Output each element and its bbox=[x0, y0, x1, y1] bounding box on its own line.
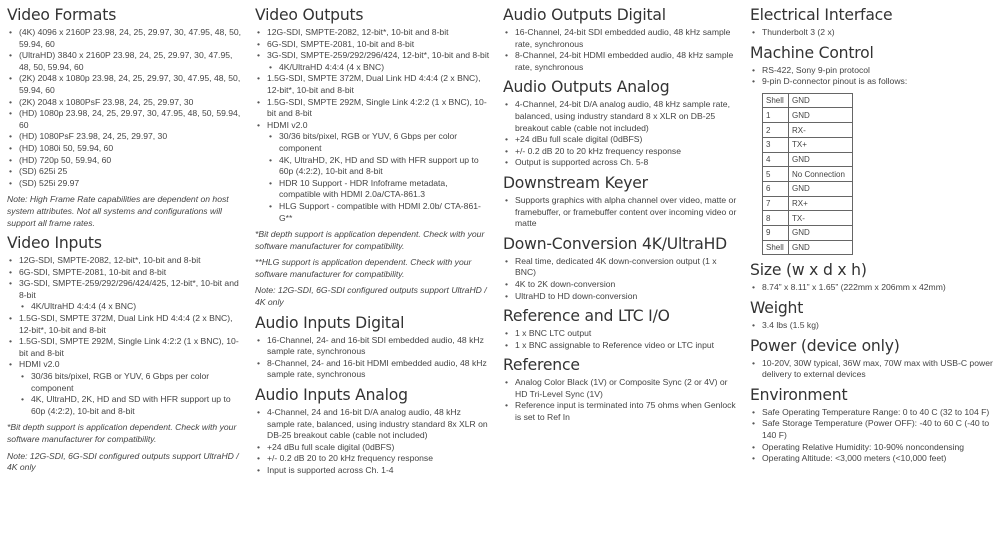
spec-list bbox=[255, 407, 491, 477]
spec-list bbox=[750, 282, 996, 294]
pinout-row bbox=[763, 123, 853, 138]
spec-item: • 12G-SDI, SMPTE-2082, 12-bit*, 10-bit and 8-bit bbox=[7, 255, 245, 267]
pin-number: 4 bbox=[763, 152, 789, 167]
spec-item: • (2K) 2048 x 1080PsF 23.98, 24, 25, 29.97, 30 bbox=[7, 97, 245, 109]
footnote: Note: 12G-SDI, 6G-SDI configured outputs support UltraHD / 4K only bbox=[255, 285, 487, 308]
spec-list bbox=[7, 27, 245, 189]
spec-sub-item: • 4K, UltraHD, 2K, HD and SD with HFR support up to 60p (4:2:2), 10-bit and 8-bit bbox=[255, 155, 491, 178]
pinout-row bbox=[763, 225, 853, 240]
section-title: Power (device only) bbox=[750, 336, 900, 355]
spec-item: • 16-Channel, 24- and 16-bit SDI embedded audio, 48 kHz sample rate, synchronous bbox=[255, 335, 491, 358]
spec-sub-item: • HLG Support - compatible with HDMI 2.0b/ CTA-861-G** bbox=[255, 201, 491, 224]
spec-item: • (SD) 525i 29.97 bbox=[7, 178, 245, 190]
spec-item: • 12G-SDI, SMPTE-2082, 12-bit*, 10-bit and 8-bit bbox=[255, 27, 491, 39]
spec-item: • 8-Channel, 24- and 16-bit HDMI embedded audio, 48 kHz sample rate, synchronous bbox=[255, 358, 491, 381]
footnote: *Bit depth support is application dependent. Check with your software manufacturer for compatibility. bbox=[255, 229, 485, 251]
spec-item: • (HD) 1080i 50, 59.94, 60 bbox=[7, 143, 245, 155]
spec-list bbox=[7, 255, 245, 417]
pin-signal: GND bbox=[789, 225, 853, 240]
section-video-inputs bbox=[7, 234, 245, 474]
spec-item: • Analog Color Black (1V) or Composite Sync (2 or 4V) or HD Tri-Level Sync (1V) bbox=[503, 377, 739, 400]
spec-item: • 1 x BNC LTC output bbox=[503, 328, 739, 340]
pin-signal: GND bbox=[789, 181, 853, 196]
section-title: Video Inputs bbox=[7, 234, 102, 253]
pin-signal: TX- bbox=[789, 211, 853, 226]
spec-item: • 4-Channel, 24 and 16-bit D/A analog audio, 48 kHz sample rate, balanced, using industry standard 8x XLR on DB-25 breakout cable (cable not included) bbox=[255, 407, 491, 442]
section-power-device-only bbox=[750, 337, 996, 381]
spec-list bbox=[503, 256, 739, 302]
section-downstream-keyer bbox=[503, 174, 739, 230]
spec-item: • Thunderbolt 3 (2 x) bbox=[750, 27, 996, 39]
section-title: Audio Inputs Digital bbox=[255, 313, 405, 332]
column-4 bbox=[750, 6, 996, 470]
pinout-row bbox=[763, 93, 853, 108]
pin-signal: RX+ bbox=[789, 196, 853, 211]
spec-item: • (HD) 1080PsF 23.98, 24, 25, 29.97, 30 bbox=[7, 131, 245, 143]
pin-number: 3 bbox=[763, 137, 789, 152]
section-title: Machine Control bbox=[750, 43, 874, 62]
spec-item: • 1.5G-SDI, SMPTE 372M, Dual Link HD 4:4:4 (2 x BNC), 12-bit*, 10-bit and 8-bit bbox=[7, 313, 245, 336]
section-title: Video Formats bbox=[7, 6, 117, 24]
spec-item: • (4K) 4096 x 2160P 23.98, 24, 25, 29.97, 30, 47.95, 48, 50, 59.94, 60 bbox=[7, 27, 245, 50]
spec-item: • 4K to 2K down-conversion bbox=[503, 279, 739, 291]
spec-item: • Operating Altitude: <3,000 meters (<10,000 feet) bbox=[750, 453, 996, 465]
spec-list bbox=[255, 335, 491, 381]
spec-sub-item: • 30/36 bits/pixel, RGB or YUV, 6 Gbps per color component bbox=[7, 371, 245, 394]
spec-item: • 16-Channel, 24-bit SDI embedded audio, 48 kHz sample rate, synchronous bbox=[503, 27, 739, 50]
spec-item: • 10-20V, 30W typical, 36W max, 70W max with USB-C power delivery to external devices bbox=[750, 358, 996, 381]
spec-list bbox=[503, 99, 739, 169]
spec-item: • (2K) 2048 x 1080p 23.98, 24, 25, 29.97, 30, 47.95, 48, 50, 59.94, 60 bbox=[7, 73, 245, 96]
section-video-outputs bbox=[255, 6, 491, 309]
spec-item: • 9-pin D-connector pinout is as follows: bbox=[750, 76, 996, 88]
pinout-row bbox=[763, 152, 853, 167]
spec-item: • +/- 0.2 dB 20 to 20 kHz frequency response bbox=[255, 453, 491, 465]
spec-item: • +/- 0.2 dB 20 to 20 kHz frequency response bbox=[503, 146, 739, 158]
section-title: Audio Outputs Analog bbox=[503, 78, 670, 97]
spec-item: • Input is supported across Ch. 1-4 bbox=[255, 465, 491, 477]
pinout-row bbox=[763, 211, 853, 226]
spec-item: • RS-422, Sony 9-pin protocol bbox=[750, 65, 996, 77]
spec-item: • (HD) 1080p 23.98, 24, 25, 29.97, 30, 47.95, 48, 50, 59.94, 60 bbox=[7, 108, 245, 131]
spec-item: • Safe Operating Temperature Range: 0 to 40 C (32 to 104 F) bbox=[750, 407, 996, 419]
pin-signal: GND bbox=[789, 108, 853, 123]
pinout-row bbox=[763, 137, 853, 152]
spec-item: • 1.5G-SDI, SMPTE 372M, Dual Link HD 4:4:4 (2 x BNC), 12-bit*, 10-bit and 8-bit bbox=[255, 73, 491, 96]
pin-signal: RX- bbox=[789, 123, 853, 138]
spec-item: • 3.4 lbs (1.5 kg) bbox=[750, 320, 996, 332]
spec-item: • (HD) 720p 50, 59.94, 60 bbox=[7, 155, 245, 167]
spec-list bbox=[750, 320, 996, 332]
spec-list bbox=[503, 377, 739, 423]
spec-item: • 4-Channel, 24-bit D/A analog audio, 48 kHz sample rate, balanced, using industry standard 8 x XLR on DB-25 breakout cable (cable not included) bbox=[503, 99, 739, 134]
section-down-conversion-4k-ultrahd bbox=[503, 235, 739, 302]
pin-signal: TX+ bbox=[789, 137, 853, 152]
spec-item: • 8.74” x 8.11” x 1.65” (222mm x 206mm x 42mm) bbox=[750, 282, 996, 294]
spec-list bbox=[750, 358, 996, 381]
spec-item: • 1.5G-SDI, SMPTE 292M, Single Link 4:2:2 (1 x BNC), 10-bit and 8-bit bbox=[255, 97, 491, 120]
spec-list bbox=[255, 27, 491, 224]
spec-item: • HDMI v2.0 bbox=[7, 359, 245, 371]
pinout-row bbox=[763, 196, 853, 211]
spec-item: • Operating Relative Humidity: 10-90% noncondensing bbox=[750, 442, 996, 454]
section-title: Size (w x d x h) bbox=[750, 261, 867, 280]
section-audio-inputs-analog bbox=[255, 386, 491, 477]
spec-item: • Reference input is terminated into 75 ohms when Genlock is set to Ref In bbox=[503, 400, 739, 423]
pin-number: 1 bbox=[763, 108, 789, 123]
column-1 bbox=[7, 6, 245, 479]
spec-item: • 1.5G-SDI, SMPTE 292M, Single Link 4:2:2 (1 x BNC), 10-bit and 8-bit bbox=[7, 336, 245, 359]
spec-sub-item: • 30/36 bits/pixel, RGB or YUV, 6 Gbps per color component bbox=[255, 131, 491, 154]
pin-number: 5 bbox=[763, 167, 789, 182]
section-title: Reference bbox=[503, 356, 580, 375]
section-title: Down-Conversion 4K/UltraHD bbox=[503, 234, 727, 253]
pin-number: Shell bbox=[763, 93, 789, 108]
section-size-w-x-d-x-h bbox=[750, 261, 996, 294]
section-audio-inputs-digital bbox=[255, 314, 491, 381]
column-2 bbox=[255, 6, 491, 482]
section-title: Audio Inputs Analog bbox=[255, 386, 408, 405]
spec-item: • 1 x BNC assignable to Reference video or LTC input bbox=[503, 340, 739, 352]
spec-list bbox=[750, 407, 996, 465]
pin-signal: GND bbox=[789, 240, 853, 255]
pin-number: Shell bbox=[763, 240, 789, 255]
spec-item: • Real time, dedicated 4K down-conversion output (1 x BNC) bbox=[503, 256, 739, 279]
section-reference-and-ltc-i-o bbox=[503, 307, 739, 351]
pinout-row bbox=[763, 240, 853, 255]
pin-number: 6 bbox=[763, 181, 789, 196]
spec-list bbox=[750, 65, 996, 88]
footnote: Note: 12G-SDI, 6G-SDI configured outputs support UltraHD / 4K only bbox=[7, 450, 239, 473]
section-title: Video Outputs bbox=[255, 6, 364, 24]
section-machine-control bbox=[750, 44, 996, 256]
spec-sub-item: • 4K/UltraHD 4:4:4 (4 x BNC) bbox=[255, 62, 491, 74]
spec-list bbox=[750, 27, 996, 39]
spec-item: • HDMI v2.0 bbox=[255, 120, 491, 132]
section-reference bbox=[503, 356, 739, 423]
spec-item: • +24 dBu full scale digital (0dBFS) bbox=[503, 134, 739, 146]
spec-item: • 3G-SDI, SMPTE-259/292/296/424, 12-bit*, 10-bit and 8-bit bbox=[255, 50, 491, 62]
pinout-table bbox=[762, 93, 853, 256]
section-title: Electrical Interface bbox=[750, 6, 893, 24]
pin-number: 2 bbox=[763, 123, 789, 138]
spec-sub-item: • HDR 10 Support - HDR Infoframe metadata, compatible with HDMI 2.0a/CTA-861.3 bbox=[255, 178, 491, 201]
column-3 bbox=[503, 6, 739, 429]
spec-item: • (UltraHD) 3840 x 2160P 23.98, 24, 25, 29.97, 30, 47.95, 48, 50, 59.94, 60 bbox=[7, 50, 245, 73]
spec-item: • 6G-SDI, SMPTE-2081, 10-bit and 8-bit bbox=[255, 39, 491, 51]
spec-item: • UltraHD to HD down-conversion bbox=[503, 291, 739, 303]
footnote: Note: High Frame Rate capabilities are dependent on host system attributes. Not all systems and configurations will support all frame rates. bbox=[7, 194, 229, 228]
spec-list bbox=[503, 195, 739, 230]
spec-item: • 8-Channel, 24-bit HDMI embedded audio, 48 kHz sample rate, synchronous bbox=[503, 50, 739, 73]
spec-sub-item: • 4K/UltraHD 4:4:4 (4 x BNC) bbox=[7, 301, 245, 313]
spec-item: • Supports graphics with alpha channel over video, matte or framebuffer, or framebuffer content over incoming video or matte bbox=[503, 195, 739, 230]
spec-sub-item: • 4K, UltraHD, 2K, HD and SD with HFR support up to 60p (4:2:2), 10-bit and 8-bit bbox=[7, 394, 245, 417]
pin-signal: GND bbox=[789, 93, 853, 108]
spec-item: • (SD) 625i 25 bbox=[7, 166, 245, 178]
section-weight bbox=[750, 299, 996, 332]
spec-item: • Output is supported across Ch. 5-8 bbox=[503, 157, 739, 169]
column-4-sections bbox=[750, 261, 996, 464]
pin-number: 8 bbox=[763, 211, 789, 226]
pinout-row bbox=[763, 108, 853, 123]
footnote: **HLG support is application dependent. Check with your software manufacturer for compatibility. bbox=[255, 257, 472, 279]
spec-list bbox=[503, 328, 739, 351]
section-title: Environment bbox=[750, 385, 848, 404]
pinout-row bbox=[763, 167, 853, 182]
spec-list bbox=[503, 27, 739, 73]
section-title: Weight bbox=[750, 298, 804, 317]
pin-signal: No Connection bbox=[789, 167, 853, 182]
pin-signal: GND bbox=[789, 152, 853, 167]
section-environment bbox=[750, 386, 996, 465]
section-audio-outputs-analog bbox=[503, 78, 739, 169]
footnote: *Bit depth support is application dependent. Check with your software manufacturer for compatibility. bbox=[7, 422, 237, 444]
pinout-row bbox=[763, 181, 853, 196]
section-title: Reference and LTC I/O bbox=[503, 307, 670, 326]
spec-item: • +24 dBu full scale digital (0dBFS) bbox=[255, 442, 491, 454]
pin-number: 7 bbox=[763, 196, 789, 211]
pin-number: 9 bbox=[763, 225, 789, 240]
spec-item: • 6G-SDI, SMPTE-2081, 10-bit and 8-bit bbox=[7, 267, 245, 279]
section-electrical-interface bbox=[750, 6, 996, 39]
section-video-formats bbox=[7, 6, 245, 229]
section-title: Downstream Keyer bbox=[503, 173, 648, 192]
spec-item: • 3G-SDI, SMPTE-259/292/296/424/425, 12-bit*, 10-bit and 8-bit bbox=[7, 278, 245, 301]
section-title: Audio Outputs Digital bbox=[503, 6, 666, 24]
section-audio-outputs-digital bbox=[503, 6, 739, 73]
spec-item: • Safe Storage Temperature (Power OFF): -40 to 60 C (-40 to 140 F) bbox=[750, 418, 996, 441]
